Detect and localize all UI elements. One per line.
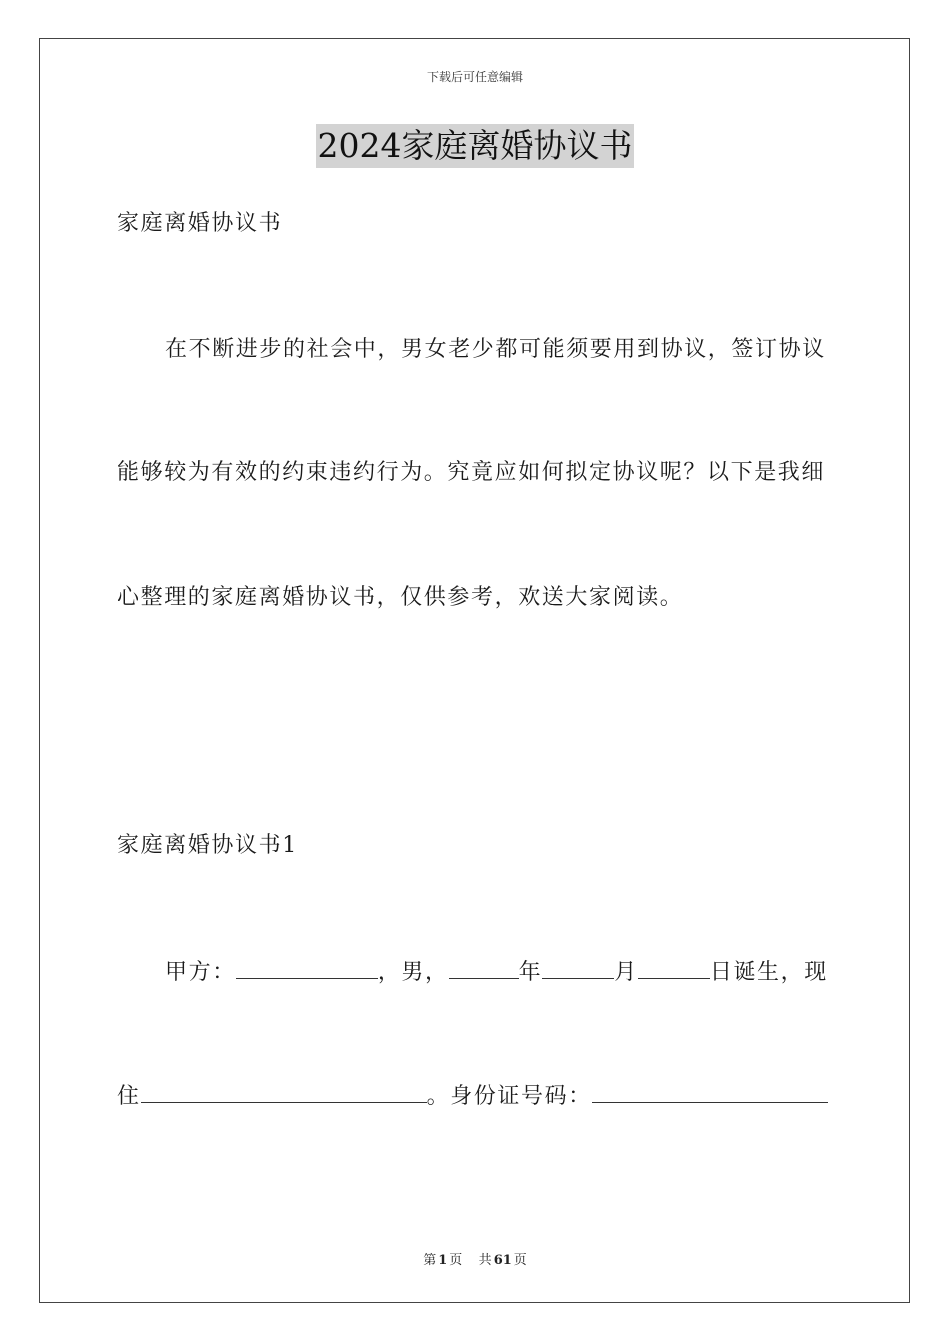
total-pages: 61 [493,1253,512,1268]
residence-label: 住 [117,1084,141,1109]
document-subtitle: 家庭离婚协议书 [117,211,283,236]
month-label: 月 [614,960,638,985]
page-number: 1 [438,1253,448,1268]
id-label: 。身份证号码： [426,1084,592,1109]
month-blank[interactable] [542,956,614,979]
day-blank[interactable] [638,956,710,979]
page-label-post: 页 [449,1253,463,1268]
document-title: 2024家庭离婚协议书 [316,124,635,168]
name-blank[interactable] [236,956,378,979]
day-born-label: 日诞生，现 [709,960,828,985]
residence-line [117,1080,837,1112]
address-blank[interactable] [141,1080,427,1103]
gender-text: ，男， [377,960,449,985]
total-label-post: 页 [513,1253,527,1268]
header-note: 下载后可任意编辑 [426,70,523,84]
section-heading: 家庭离婚协议书1 [117,833,298,858]
party-a-line [165,956,837,988]
year-label: 年 [518,960,543,985]
title-wrapper [0,124,950,168]
id-number-blank[interactable] [592,1080,828,1103]
intro-line-1: 在不断进步的社会中，男女老少都可能须要用到协议，签订协议 [165,337,826,362]
page-footer [0,1249,950,1268]
page-label-pre: 第 [423,1253,437,1268]
total-label-pre: 共 [478,1253,492,1268]
year-blank[interactable] [449,956,519,979]
party-a-label: 甲方： [165,960,236,985]
intro-line-3: 心整理的家庭离婚协议书，仅供参考，欢送大家阅读。 [117,585,684,610]
intro-line-2: 能够较为有效的约束违约行为。究竟应如何拟定协议呢？以下是我细 [117,460,826,485]
